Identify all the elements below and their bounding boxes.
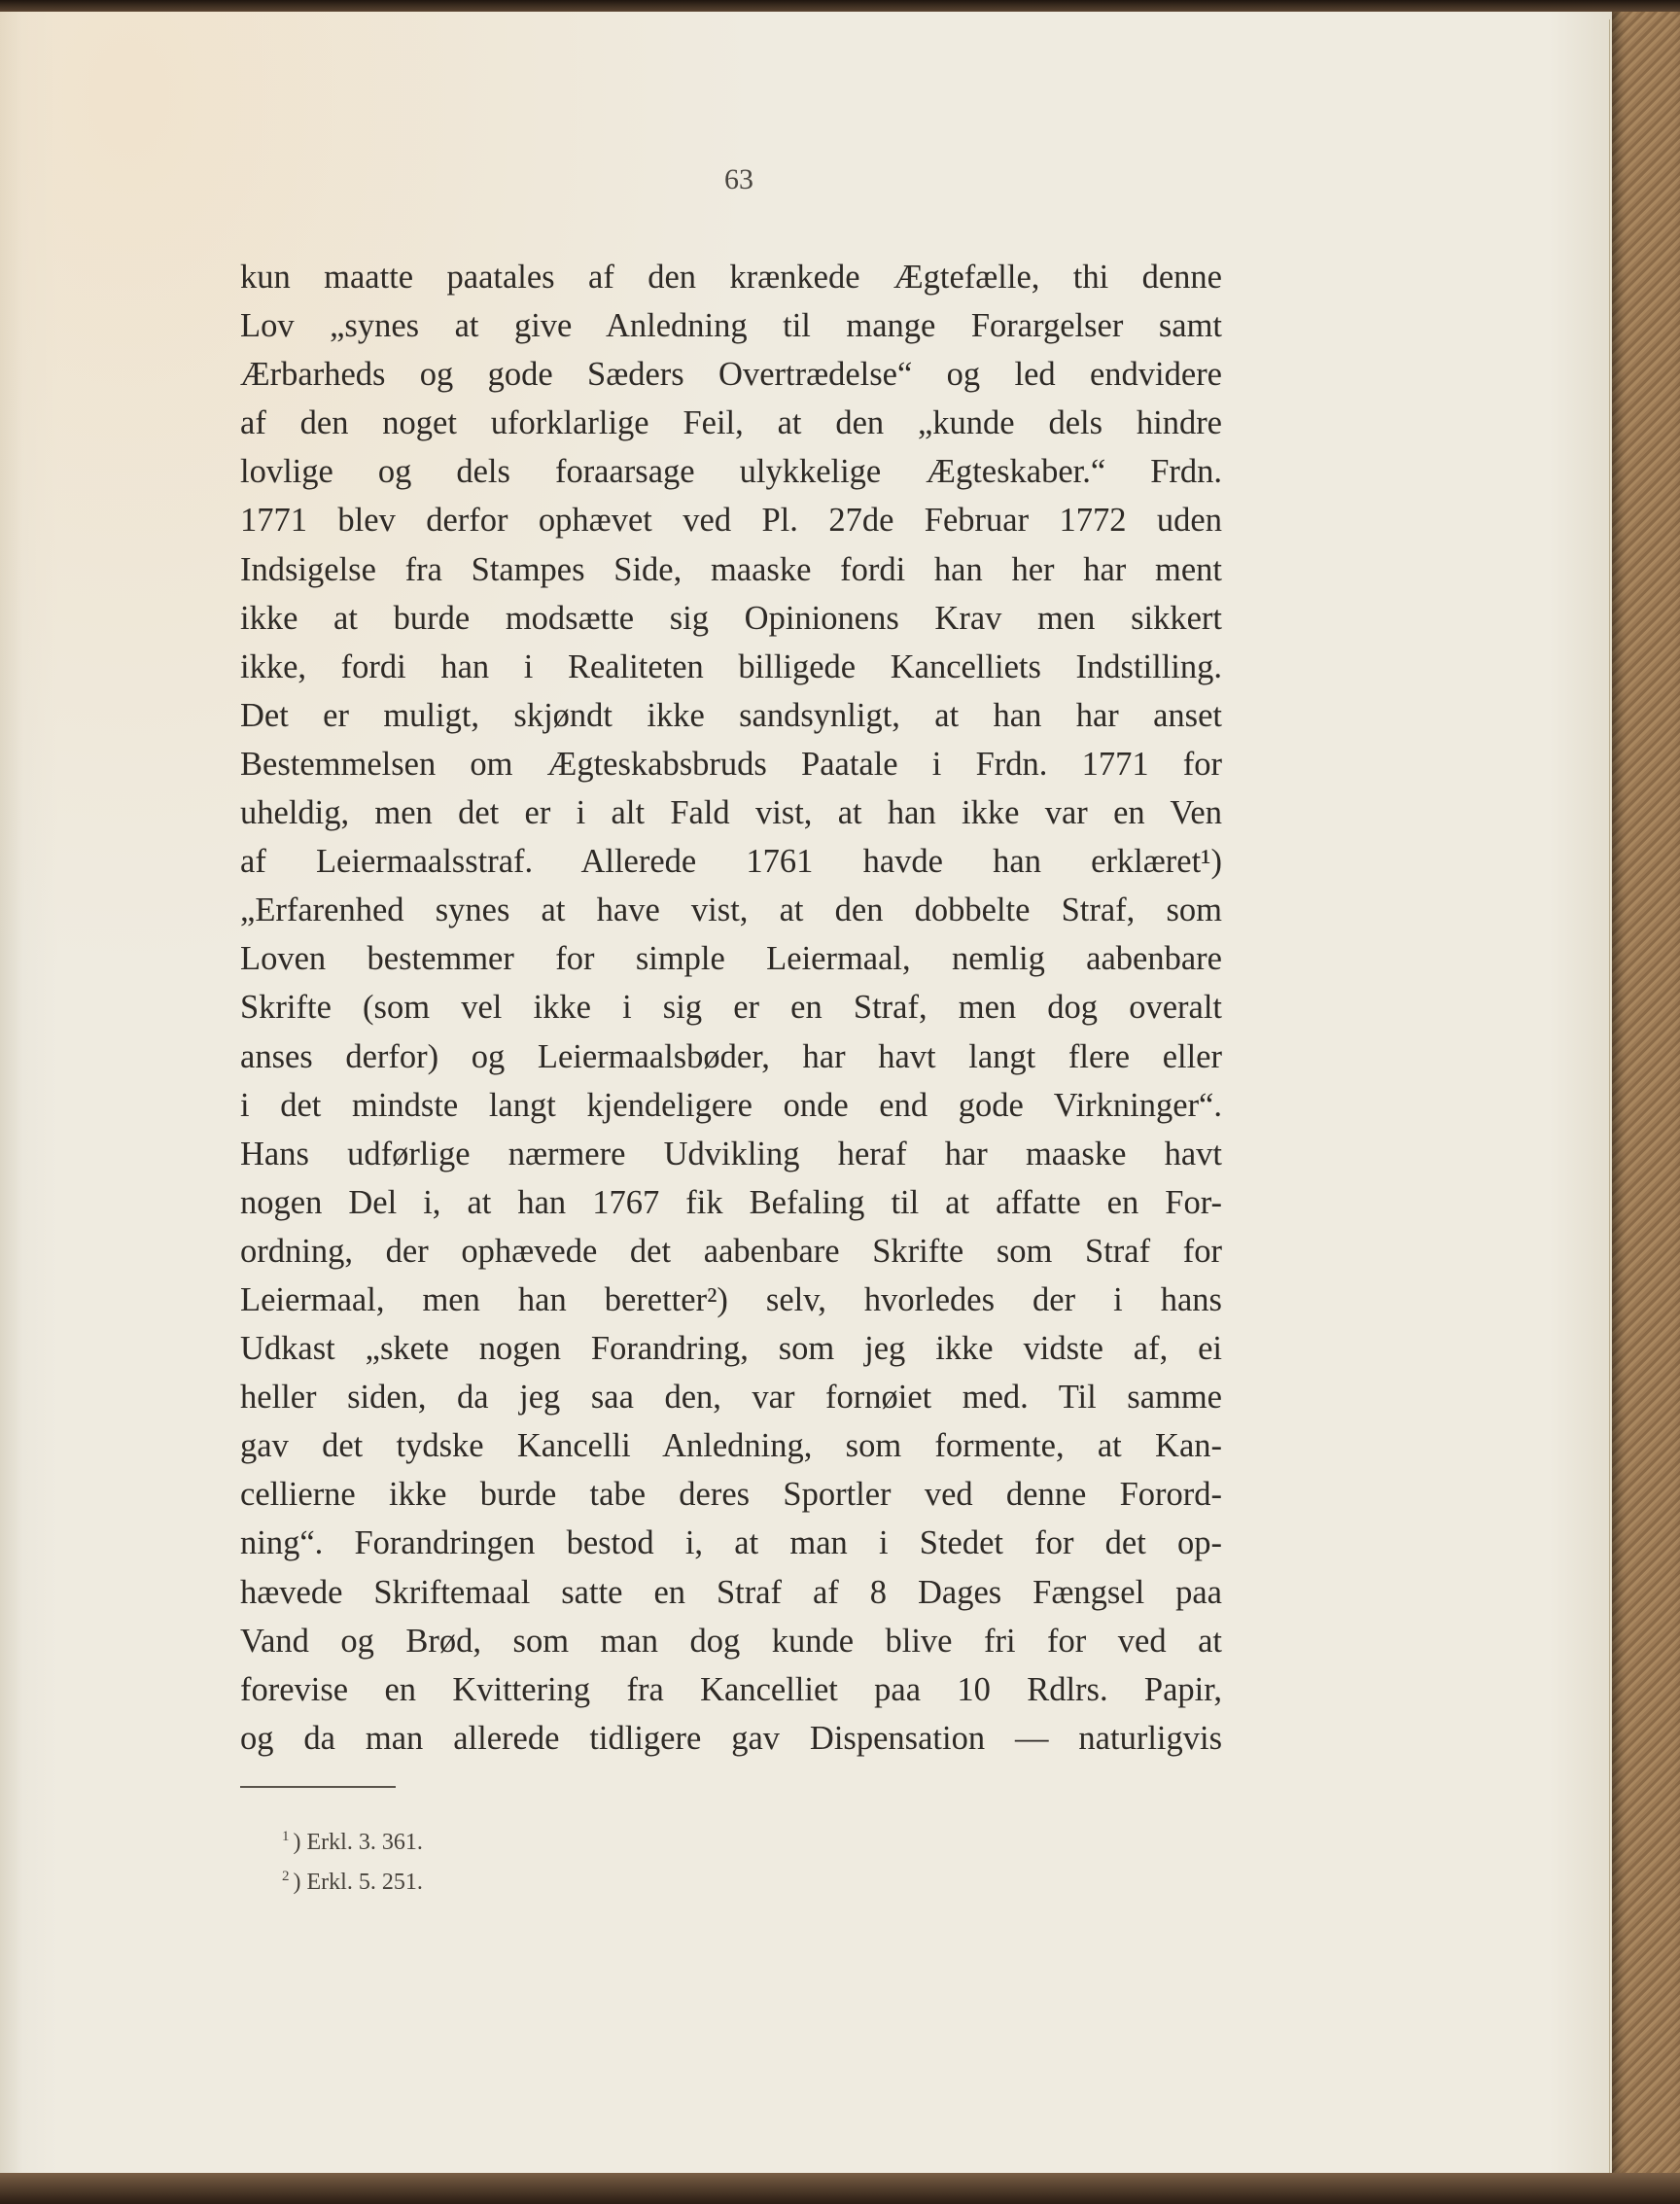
footnote <box>282 1820 423 1860</box>
body-text <box>240 253 1222 1763</box>
text-line: Leiermaal, men han beretter²) selv, hvorledes der i hans <box>240 1280 1222 1318</box>
text-line: i det mindste langt kjendeligere onde end gode Virkninger“. <box>240 1086 1222 1124</box>
page-number: 63 <box>724 163 753 195</box>
text-line: ordning, der ophævede det aabenbare Skrifte som Straf for <box>240 1232 1222 1270</box>
footnote-mark: 2 <box>282 1869 290 1884</box>
text-line: Ærbarheds og gode Sæders Overtrædelse“ og led endvidere <box>240 356 1222 394</box>
text-line: Loven bestemmer for simple Leiermaal, nemlig aabenbare <box>240 940 1222 978</box>
text-line: og da man allerede tidligere gav Dispensation — naturligvis <box>240 1719 1222 1757</box>
footnote-mark: 1 <box>282 1829 290 1844</box>
page-sheet <box>0 10 1614 2176</box>
text-line: uheldig, men det er i alt Fald vist, at han ikke var en Ven <box>240 794 1222 832</box>
text-line: Indsigelse fra Stampes Side, maaske fordi han her har ment <box>240 550 1222 588</box>
text-line: kun maatte paatales af den krænkede Ægtefælle, thi denne <box>240 259 1222 296</box>
text-line: Bestemmelsen om Ægteskabsbruds Paatale i Frdn. 1771 for <box>240 745 1222 783</box>
text-line: 1771 blev derfor ophævet ved Pl. 27de Februar 1772 uden <box>240 502 1222 540</box>
scan-bottom-edge <box>0 2173 1680 2204</box>
text-line: ikke at burde modsætte sig Opinionens Krav men sikkert <box>240 599 1222 637</box>
footnote-text: ) Erkl. 5. 251. <box>293 1870 423 1895</box>
footnote-text: ) Erkl. 3. 361. <box>293 1830 423 1855</box>
text-line: gav det tydske Kancelli Anledning, som formente, at Kan- <box>240 1427 1222 1465</box>
text-line: „Erfarenhed synes at have vist, at den dobbelte Straf, som <box>240 892 1222 929</box>
book-cover <box>1612 0 1680 2204</box>
text-line: anses derfor) og Leiermaalsbøder, har havt langt flere eller <box>240 1037 1222 1075</box>
footnote-divider <box>240 1786 396 1788</box>
text-line: Skrifte (som vel ikke i sig er en Straf, men dog overalt <box>240 989 1222 1027</box>
text-line: Hans udførlige nærmere Udvikling heraf har maaske havt <box>240 1135 1222 1172</box>
footnote <box>282 1860 423 1900</box>
text-line: hævede Skriftemaal satte en Straf af 8 Dages Fængsel paa <box>240 1573 1222 1611</box>
text-line: cellierne ikke burde tabe deres Sportler ved denne Forord- <box>240 1476 1222 1514</box>
footnotes <box>282 1820 423 1900</box>
scan-top-edge <box>0 0 1680 12</box>
text-line: nogen Del i, at han 1767 fik Befaling til at affatte en For- <box>240 1183 1222 1221</box>
text-line: Lov „synes at give Anledning til mange Forargelser samt <box>240 307 1222 345</box>
text-line: af den noget uforklarlige Feil, at den „kunde dels hindre <box>240 404 1222 442</box>
text-line: heller siden, da jeg saa den, var fornøiet med. Til samme <box>240 1379 1222 1417</box>
text-line: ning“. Forandringen bestod i, at man i Stedet for det op- <box>240 1524 1222 1562</box>
text-line: Vand og Brød, som man dog kunde blive fri for ved at <box>240 1622 1222 1660</box>
text-line: lovlige og dels foraarsage ulykkelige Ægteskaber.“ Frdn. <box>240 453 1222 491</box>
text-line: forevise en Kvittering fra Kancelliet paa 10 Rdlrs. Papir, <box>240 1670 1222 1708</box>
text-line: Det er muligt, skjøndt ikke sandsynligt, at han har anset <box>240 696 1222 734</box>
text-line: af Leiermaalsstraf. Allerede 1761 havde han erklæret¹) <box>240 843 1222 881</box>
text-line: ikke, fordi han i Realiteten billigede Kancelliets Indstilling. <box>240 647 1222 685</box>
text-line: Udkast „skete nogen Forandring, som jeg ikke vidste af, ei <box>240 1330 1222 1368</box>
